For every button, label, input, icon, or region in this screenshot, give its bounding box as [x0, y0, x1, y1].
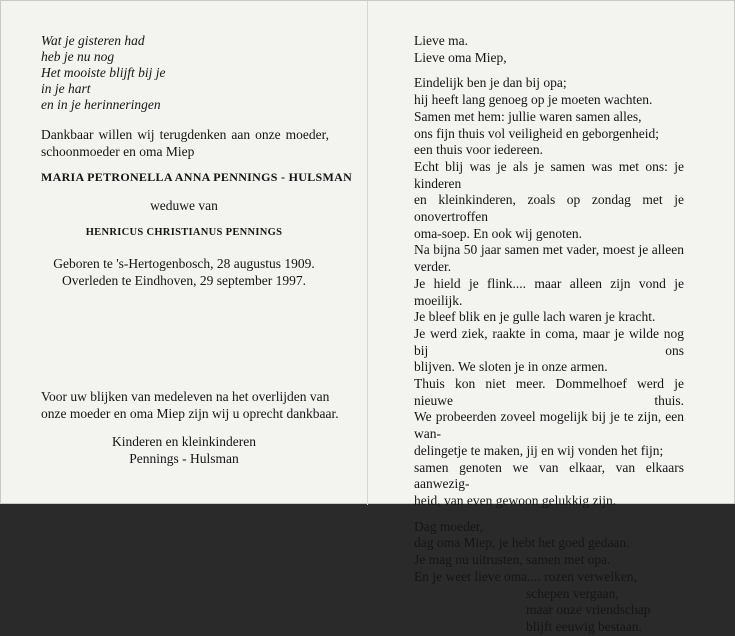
deceased-name: MARIA PETRONELLA ANNA PENNINGS - HULSMAN	[41, 170, 353, 184]
letter-line: hij heeft lang genoeg op je moeten wachten.	[414, 92, 653, 108]
letter-line: samen genoten we van elkaar, van elkaars aanwezig-	[414, 459, 684, 492]
poem-line: Wat je gisteren had	[41, 33, 145, 48]
letter-line: heid, van even gewoon gelukkig zijn.	[414, 492, 617, 508]
letter-line: Je werd ziek, raakte in coma, maar je wilde nog bij ons	[414, 325, 684, 358]
paragraph-gap	[414, 66, 684, 75]
greeting-line: Lieve oma Miep,	[414, 49, 507, 65]
poem-line: en in je herinneringen	[41, 97, 161, 112]
death-line: Overleden te Eindhoven, 29 september 1997.	[61, 273, 307, 288]
letter-line: oma-soep. En ook wij genoten.	[414, 225, 582, 241]
letter-line: Thuis kon niet meer. Dommelhoef werd je nieuwe thuis.	[414, 376, 684, 408]
birth-line: Geboren te 's-Hertogenbosch, 28 augustus 1909.	[53, 256, 315, 271]
letter-line: Dag moeder,	[414, 518, 484, 534]
signature-line: Kinderen en kleinkinderen	[112, 434, 256, 449]
letter-line: blijven. We sloten je in onze armen.	[414, 359, 608, 375]
letter-line: Samen met hem: jullie waren samen alles,	[414, 108, 642, 124]
thanks-text: Voor uw blijken van medeleven na het overlijden van onze moeder en oma Miep zijn wij u oprecht dankbaar.	[41, 389, 339, 421]
left-page	[1, 1, 367, 505]
life-dates	[1, 255, 367, 289]
letter-line: schepen vergaan,	[526, 585, 619, 601]
farewell-letter	[414, 33, 684, 636]
letter-line: En je weet lieve oma.... rozen verwelken,	[414, 568, 638, 584]
letter-line: Eindelijk ben je dan bij opa;	[414, 75, 567, 91]
letter-line: Na bijna 50 jaar samen met vader, moest je alleen verder.	[414, 242, 684, 275]
letter-line: ons fijn thuis vol veiligheid en geborgenheid;	[414, 125, 659, 141]
right-page	[368, 1, 735, 634]
paragraph-gap	[414, 510, 684, 519]
letter-line: dag oma Miep, je hebt het goed gedaan.	[414, 535, 630, 551]
husband-name: HENRICUS CHRISTIANUS PENNINGS	[85, 227, 283, 238]
poem-line: in je hart	[41, 81, 91, 96]
poem-line: Het mooiste blijft bij je	[41, 65, 166, 80]
signature-line: Pennings - Hulsman	[129, 451, 239, 466]
letter-line: Je bleef blik en je gulle lach waren je kracht.	[414, 309, 656, 325]
letter-line: Je hield je flink.... maar alleen zijn vond je moeilijk.	[414, 275, 684, 308]
letter-line: We probeerden zoveel mogelijk bij je te zijn, een wan-	[414, 409, 684, 442]
opening-poem	[41, 33, 166, 113]
intro-text: Dankbaar willen wij terugdenken aan onze moeder, schoonmoeder en oma Miep	[41, 127, 329, 159]
letter-line: een thuis voor iedereen.	[414, 142, 543, 158]
letter-line: maar onze vriendschap	[526, 602, 651, 618]
letter-line: Echt blij was je als je samen was met ons: je kinderen	[414, 158, 684, 191]
greeting-line: Lieve ma.	[414, 33, 468, 48]
poem-line: heb je nu nog	[41, 49, 115, 64]
letter-line: blijft eeuwig bestaan.	[526, 618, 642, 634]
family-signature	[1, 433, 367, 467]
letter-line: Je mag nu uitrusten, samen met opa.	[414, 552, 611, 568]
letter-line: delingetje te maken, jij en wij vonden het fijn;	[414, 442, 664, 458]
letter-line: en kleinkinderen, zoals op zondag met je onovertroffen	[414, 192, 684, 225]
widow-of-label: weduwe van	[150, 198, 218, 213]
